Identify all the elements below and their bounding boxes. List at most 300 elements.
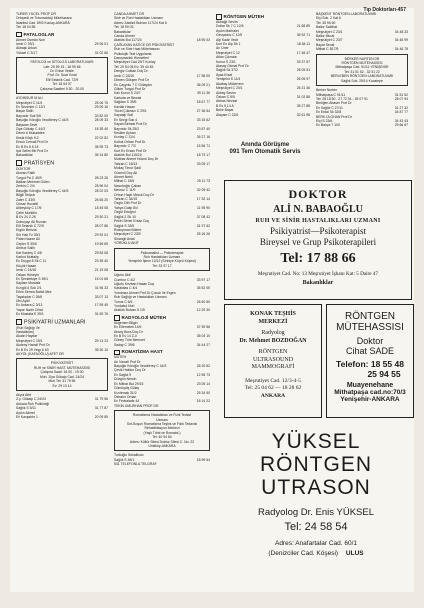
- sade-title2: MÜTEHASSISI: [336, 322, 404, 333]
- section-heading-text: PRATİSYEN: [24, 160, 55, 167]
- listing-phone: 15 01 65: [94, 276, 108, 281]
- listing-phone: 35 92 71: [296, 33, 310, 38]
- listing-line: [16, 312, 108, 316]
- listing-phone: 18 14 22: [196, 399, 210, 404]
- listing-text: Ev Kavşaktır 1: [16, 414, 38, 419]
- boxed-listing-line: RUH ve SİNİR HAST. MÜTEHASSISI: [33, 365, 91, 370]
- listing-text: Aydın Marhalet: [216, 28, 239, 33]
- listing-text: Kat Kardeş C 4/8: [16, 250, 42, 255]
- section-square-icon: [16, 32, 22, 38]
- listing-phone: 17 48 47: [296, 50, 310, 55]
- listing-text: Ev Sağlık C 27/11: [316, 105, 343, 110]
- listing-text: Elçi Sok. 2 Kat 6: [316, 16, 341, 21]
- listing-text: Anıtsız Salih: [16, 246, 35, 251]
- konak-address: Meşrutiyet Cad. 12/3-4-5: [245, 377, 301, 384]
- listing-phone: 12 29 30: [196, 308, 210, 313]
- listing-text: Nevruz C 11/9: [114, 188, 136, 193]
- listing-line: [114, 241, 210, 245]
- listing-text: Abbas Nevzat: [216, 99, 238, 104]
- home-service-ad: [222, 142, 308, 158]
- listing-phone: 35 04 10: [196, 334, 210, 339]
- boxed-listing: [114, 410, 210, 451]
- boxed-listing-line: Rehabilitasyon Merkezi: [144, 426, 180, 431]
- listing-text: Kızılay C 11/4: [114, 135, 135, 140]
- listing-text: Turkoğlu Sekalikolo: [114, 453, 144, 458]
- listing-text: AYDINSUR M ALİ: [16, 96, 43, 101]
- konak-phone: Tel: 25 04 62 — 18 28 62: [244, 385, 302, 391]
- listing-text: Kurt Ev Alp Sk 1: [216, 42, 241, 47]
- listing-text: Sıh Hak Fz 39/1: [16, 232, 41, 237]
- listing-phone: 18 73 17: [196, 153, 210, 157]
- listing-text: İzmir C 24/16: [16, 268, 37, 273]
- listing-phone: 28 07 94: [394, 96, 408, 101]
- listing-phone: 27 36 54: [196, 108, 210, 113]
- listing-text: Kızılırmak 31/2: [114, 390, 137, 395]
- listing-text: Düzgün Nesrin: [114, 377, 137, 382]
- listing-phone: 33 97 17: [196, 277, 210, 282]
- listing-phone: 33 07 13: [94, 294, 108, 299]
- listing-text: Çevik Haldun Doç Dr: [114, 368, 146, 373]
- boxed-listing-line: Ruh Hastalıkları Uzmanı: [143, 254, 181, 259]
- listing-phone: 33 05 17: [196, 161, 210, 166]
- listing-text: Tel: 29 54 05 Ev: 35 44 83: [114, 64, 154, 69]
- listing-phone: 15 56 71: [196, 144, 210, 149]
- listing-phone: 23 05 14: [196, 381, 210, 386]
- listing-phone: 37 59 56: [196, 325, 210, 330]
- listing-text: Canda Ahmet: [114, 34, 135, 39]
- listing-phone: 18 84 11: [297, 42, 310, 47]
- listing-line: [316, 47, 408, 51]
- listing-text: Yücel Çıkmazı C 29/1: [114, 108, 147, 113]
- listing-text: Ahmet Osman Nuri: [16, 37, 45, 42]
- yuksel-line1: YÜKSEL: [271, 430, 361, 453]
- listing-text: Nasuhoğlu Çaban: [114, 183, 142, 188]
- doktor-address: Meşrutiyet Cad. No: 13 Meşrutiyet İşhanı Kat: 5 Daire 47: [257, 271, 379, 277]
- listing-phone: 12 55 73: [196, 372, 210, 377]
- listing-text: BERK ÜLGHAN Prof Dr: [316, 114, 352, 119]
- listing-text: B Ev 5 14 A: [216, 103, 234, 108]
- listing-text: Ev Mustafa S 39/1: [16, 312, 44, 317]
- listing-text: Mubhar Ahmet Hüsnü Doç Dr: [114, 157, 159, 162]
- doktor-title: DOKTOR: [288, 187, 348, 201]
- boxed-listing-line: Uzmanı: [156, 417, 168, 422]
- listing-phone: 35 27 16: [196, 135, 210, 140]
- sade-title1: RÖNTGEN: [345, 311, 395, 322]
- listing-text: Koltuk Orhan Prof Dr: [114, 139, 146, 144]
- boxed-listing-line: Dr. Enise Vesile: [50, 69, 74, 74]
- section-square-icon: [16, 160, 22, 166]
- listing-text: Berker Nurten: [316, 88, 338, 93]
- listing-text: Bayındır Sok 5/6: [16, 113, 42, 118]
- listing-text: Danışmanlık Hizmetleri: [114, 56, 149, 61]
- listing-text: Sağlık Sk 37/2: [216, 68, 238, 73]
- listing-phone: 26 60 60: [196, 299, 210, 304]
- section-heading-text: ROMATİZMA HAST: [121, 349, 163, 355]
- listing-phone: 39 11 36: [197, 91, 210, 96]
- column-4: [316, 12, 408, 128]
- listing-text: Tayakçılar C 26/6: [16, 294, 43, 299]
- doktor-phone: Tel: 17 88 66: [280, 251, 356, 266]
- listing-text: Psikolojik Test Uygulama: [114, 51, 152, 56]
- listing-text: Elçi S 23/6: [316, 118, 333, 123]
- listing-text: Atlan Çıkmazı: [216, 55, 238, 60]
- listing-text: Akbağlı Sevim: [216, 20, 238, 24]
- listing-text: Konur S 23/1: [216, 59, 236, 64]
- boxed-listing: [316, 54, 408, 86]
- listing-text: Başar Salih: [16, 109, 34, 114]
- sade-phone1-row: [327, 359, 413, 369]
- listing-text: Ev Çayyolu 7 C Gülaydın: [114, 82, 152, 87]
- listing-phone: 28 20 62: [196, 364, 210, 369]
- listing-phone: 34 48 33: [394, 29, 408, 34]
- listing-text: Ev Fevkalade 44: [114, 399, 140, 404]
- listing-text: MÜTEH: [114, 355, 127, 360]
- konak-services2: ULTRASOUND: [252, 356, 294, 363]
- yuksel-district: ULUS: [345, 550, 364, 557]
- listing-text: Tunus C 6/6: [114, 299, 133, 304]
- listing-text: Hastalıkları): [16, 330, 35, 335]
- listing-text: Ersun Cemali Prof Dr: [16, 140, 49, 145]
- listing-text: Ahmet Nebil: [114, 175, 133, 180]
- listing-text: Orhun Hayri Mesut Doç Dr: [114, 192, 154, 197]
- listing-text: Mithatpaşa C 91/11: [316, 92, 346, 97]
- listing-text: Başoğlu Köroğlu Vecdilerey C 44/3: [16, 188, 69, 193]
- listing-text: Bayındır Sk 25/2: [114, 126, 140, 131]
- boxed-listing-line: Prof. Dr. Suat Vural: [47, 73, 77, 78]
- boxed-listing-line: Elif Selanik Cad. 72/9: [45, 77, 79, 82]
- listing-phone: 36 09 21: [196, 82, 210, 87]
- boxed-listing-line: Sırt-Boyun Romatizma Teşhis ve Fizik Tedavisi: [126, 421, 198, 426]
- doktor-name: ALİ N. BABAOĞLU: [273, 204, 363, 215]
- listing-text: Gevşadov C 12/5: [216, 33, 243, 38]
- listing-phone: 25 34 50: [196, 390, 210, 395]
- listing-text: Alibeyköy C 17/5: [16, 206, 42, 211]
- yuksel-doctor: Radyolog Dr. Enis YÜKSEL: [258, 507, 374, 518]
- sade-ad: [326, 304, 414, 418]
- listing-phone: 34 46 78: [394, 47, 408, 52]
- listing-phone: 35 30 10: [94, 347, 108, 352]
- konak-doctor: Dr. Mehmet BOZDOĞAN: [239, 337, 307, 344]
- listing-text: Meşrutiyet C 20/1: [216, 86, 243, 91]
- listing-text: Özbakır Orhan: [114, 394, 137, 399]
- listing-text: Ev B Ev 29 Yeşp 6 63: [16, 347, 49, 352]
- listing-text: Ev Sezenler C 12/1: [16, 104, 46, 109]
- listing-text: Erkin Semra Bahid Mez: [16, 290, 52, 295]
- boxed-listing-line: BERLEBEN RÖNTGEN LABORATUVARI: [330, 74, 394, 79]
- listing-phone: 18 90 03: [196, 38, 210, 43]
- listing-phone: 37 08 42: [196, 214, 210, 219]
- listing-phone: 18 67 77: [196, 100, 210, 105]
- listing-text: Akman Fatih: [16, 171, 36, 176]
- listing-text: ÇAĞLAYAN HATİCE DR PSİKİYATRİST: [114, 42, 175, 47]
- listing-text: Göker Turgut Prof Dr: [114, 86, 146, 91]
- listing-text: Karakitas C 4/4: [114, 286, 138, 291]
- listing-text: Akdeny Hamdi Prof Dr: [16, 343, 50, 348]
- boxed-listing-line: Ev: 29 13 14: [52, 383, 72, 388]
- konak-radiology: Radyolog: [261, 330, 285, 336]
- listing-text: Uğurlu Kezban Hasan Doç: [114, 281, 155, 286]
- listing-text: Dilmen Gökşen Prof Dr: [114, 78, 149, 83]
- listing-phone: 35 14 80: [94, 153, 108, 158]
- listing-text: Akalın Haydar: [16, 334, 38, 339]
- boxed-listing-line: Tel: 18 64 07: [52, 82, 72, 87]
- listing-text: İstanbul Cad. 89/3 Kızılay-ANKARA: [16, 20, 70, 25]
- listing-phone: 19 55 69: [94, 241, 108, 246]
- listing-text: Çetin Muhittin: [16, 210, 37, 215]
- sade-phone2: 25 94 55: [367, 369, 401, 379]
- listing-phone: 21 68 89: [296, 24, 310, 29]
- listing-text: Ev Ankara C 3/13: [16, 303, 43, 308]
- listing-text: Ev Sevgi Sok 4: [114, 117, 137, 122]
- listing-text: Ev Duygu 8 Sk C 11: [16, 259, 47, 264]
- listing-phone: 28 96 04: [94, 184, 108, 189]
- yuksel-address: Adres: Anafartalar Cad. 60/1: [274, 540, 358, 547]
- listing-line: [114, 462, 210, 466]
- doktor-specialty: RUH VE SİNİR HASTALIKLARI UZMANI: [255, 218, 381, 224]
- section-square-icon: [114, 315, 120, 321]
- listing-text: Tel: 35 96 60: [316, 20, 336, 25]
- listing-text: Işık Selim Mit Prof Dr: [16, 148, 48, 153]
- listing-text: Atatürk Bulvarı 5 1/5: [114, 308, 145, 313]
- sade-phone-label: Telefon:: [336, 359, 369, 369]
- listing-text: Ruh ve Sinir Hast Mütehassısı: [114, 47, 160, 52]
- listing-phone: 29 13 23: [94, 338, 108, 343]
- listing-text: Karkuta ve Bewalı: [114, 95, 142, 100]
- listing-line: [16, 51, 108, 55]
- listing-phone: 20 09 89: [94, 414, 108, 419]
- boxed-listing-line: Psikoanalist — Psikoterapist: [140, 250, 184, 255]
- listing-text: Z.y. Gökalp C 24/24: [16, 397, 46, 402]
- listing-text: Kesiker Ayhan: [114, 130, 136, 135]
- column-3: [216, 12, 310, 120]
- listing-phone: 23 35 40: [94, 259, 108, 264]
- listing-line: [316, 123, 408, 127]
- section-heading-text: RÖNTGEN MÜTEH: [223, 14, 265, 19]
- listing-text: Ev Erdal Sk 32/8: [316, 110, 342, 115]
- listing-text: Ev B Ev 14 Z-0: [114, 334, 137, 339]
- listing-text: Bayındır C 7/3: [114, 144, 136, 149]
- listing-text: Saday C 39/6: [114, 342, 135, 347]
- listing-text: Ev Bahçe 7 100: [316, 123, 340, 128]
- listing-text: Elif Selanik C 72/9: [16, 224, 44, 229]
- listing-text: Sinangil Arsal: [114, 236, 135, 241]
- boxed-listing: [114, 248, 210, 272]
- listing-text: Turgut Pa C 46/9: [16, 175, 42, 180]
- boxed-listing-line: Yenişehir İşlem 12/12 (Sıhhiye Köprü Köşesi): [128, 259, 196, 264]
- sade-section: Muayenehane: [346, 382, 394, 389]
- listing-text: Sağlık S 5/11: [16, 406, 36, 411]
- listing-text: Alaçam C 22/6: [216, 112, 239, 117]
- listing-text: Akbay Sevim: [216, 90, 236, 95]
- listing-phone: 25 06 75: [94, 100, 108, 105]
- boxed-listing-line: Tel: 33 97 17: [152, 263, 172, 268]
- konak-city: ANKARA: [260, 392, 286, 399]
- listing-text: TÜRER YÜCEL PROF DR: [16, 12, 56, 16]
- listing-text: Yahya Galip 8/4: [114, 205, 138, 210]
- listing-phone: 23 87 40: [196, 126, 210, 131]
- boxed-listing-line: Romatizma Hastalıkları ve Fizik Tedavi: [132, 413, 192, 418]
- listing-text: Aksoy Bora Doç Dr: [114, 329, 143, 334]
- listing-phone: 34 48 99: [394, 38, 408, 43]
- sade-district: Yenişehir-ANKARA: [340, 396, 400, 403]
- listing-text: Pekin Seher Ersan Doç: [114, 219, 150, 224]
- listing-text: TEKİN UMURHAN PROF DR: [114, 403, 159, 408]
- boxed-listing-line: Muh Tel: 31 79 56: [48, 379, 76, 384]
- listing-phone: 33 37 57: [296, 59, 310, 64]
- listing-phone: 18 99 64: [196, 457, 210, 462]
- listing-phone: 31 02 88: [296, 94, 310, 99]
- directory-page: [10, 8, 414, 592]
- section-heading-text: PATALOGLAR: [23, 31, 55, 37]
- listing-text: Ev Sağlık 9: [114, 372, 132, 377]
- section-heading-text: PSİKİYATRİ UZMANLARI: [24, 319, 86, 326]
- listing-text: Akgemen Bilgin: [114, 320, 138, 325]
- listing-phone: 28 09 33: [94, 118, 108, 123]
- listing-text: Sağlık 2 Sk 10: [114, 214, 136, 219]
- listing-text: Arı Üner: [216, 46, 229, 51]
- listing-phone: 17 59 49: [94, 303, 108, 308]
- listing-text: Yorulmaz Ahmet Prof Dr Çocuk Ve Ergen: [114, 290, 176, 295]
- listing-text: Bayar Seval: [316, 42, 335, 47]
- listing-text: Adres: Atatürk Bulvarı 117/24 Kat 6: [114, 20, 167, 25]
- listing-text: Kızıgöl 4 Sok 2/1: [16, 285, 42, 290]
- listing-phone: 33 15 62: [196, 117, 210, 122]
- listing-phone: 17 32 14: [196, 197, 210, 202]
- doktor-line2: Bireysel ve Grup Psikoterapileri: [259, 237, 377, 247]
- listing-text: Tel: 18 04 85: [16, 25, 36, 30]
- listing-phone: 35 52 05: [196, 286, 210, 291]
- listing-phone: 29 06 01: [94, 42, 108, 47]
- listing-text: Sağdan S 39/5: [114, 100, 137, 105]
- listing-text: Sağlık S 45/1: [114, 457, 135, 462]
- listing-text: Sinir ve Ruh Hastalıkları Uzmanı: [114, 16, 163, 21]
- listing-text: Ev Mithat Bul 29/15: [114, 381, 144, 386]
- column-1: [16, 12, 108, 590]
- listing-phone: 32 09 42: [196, 188, 210, 193]
- listing-text: Güney Tüm Mehmet: [114, 338, 145, 343]
- listing-text: CANDA AHMET DR: [114, 12, 145, 16]
- listing-text: BAŞKENT RÖNTGEN LABORATUVARI: [316, 12, 377, 16]
- listing-text: AKYOL (KAFAOĞLU) AFET DR: [16, 352, 64, 357]
- yuksel-corner-row: [220, 550, 412, 557]
- sade-name: Cihat SADE: [345, 346, 395, 356]
- section-heading: [16, 160, 108, 167]
- listing-text: Meşrutiyet C 23/7: [316, 38, 343, 43]
- listing-phone: 29 30 21: [94, 215, 108, 220]
- listing-text: Ülvi Aydil: [16, 298, 30, 303]
- listing-text: Tel: 28 18 50 - 27 72 51 - 28 07 91: [316, 96, 368, 101]
- listing-text: Özgül Ertuğrul: [114, 210, 136, 215]
- listing-text: DOKTOR: [16, 166, 31, 171]
- listing-text: Ev B Ev 6 6 14: [16, 144, 39, 149]
- listing-phone: 21 19 08: [94, 268, 108, 273]
- section-square-icon: [114, 350, 120, 356]
- listing-phone: 25 16 26: [196, 232, 210, 237]
- listing-line: [16, 352, 108, 356]
- listing-phone: 31 97 62: [196, 223, 210, 228]
- listing-phone: 34 44 27: [196, 342, 210, 347]
- section-square-icon: [16, 319, 22, 325]
- listing-phone: 29 09 16: [94, 104, 108, 109]
- listing-phone: 31 02 66: [94, 50, 108, 55]
- listing-text: B Ev 24 Z-26: [16, 215, 36, 220]
- listing-text: Bekir Başar: [216, 108, 234, 113]
- listing-phone: 28 07 86: [94, 224, 108, 229]
- listing-text: Akabay Mükerrem: [216, 81, 244, 86]
- listing-phone: 29 92 01: [94, 232, 108, 237]
- listing-text: Atasay Okmal Prof Dr: [216, 64, 249, 69]
- listing-text: Akbaşlı Arkan: [16, 46, 37, 51]
- listing-text: İzmir C 33/10: [114, 73, 135, 78]
- listing-phone: 28 02 03: [94, 188, 108, 193]
- listing-text: Ev Eltemelek 14/6: [114, 325, 142, 330]
- listing-phone: 29 66 67: [394, 123, 408, 128]
- listing-text: Küçük Hasan: [16, 263, 37, 268]
- listing-text: Mithat C B17/5: [316, 47, 339, 52]
- listing-text: Dengiz Coktan Doç Dr: [114, 69, 148, 74]
- listing-text: Başoğlu Köroğlu Vecdilerey C 44/3: [114, 364, 167, 369]
- sade-doctor: Doktor: [356, 336, 384, 346]
- listing-text: Tel: 18 90 03: [114, 25, 134, 30]
- listing-text: Ankara Ruh Polikliniği: [16, 401, 49, 406]
- listing-text: Meşrutiyet Cad 29/7 Kızılay: [114, 60, 156, 65]
- listing-text: Kayan Behzat Prof Dr: [114, 122, 147, 127]
- konak-services3: MAMMOGRAFİ: [251, 364, 295, 370]
- boxed-listing-line: BERKER NURTEN DR: [344, 56, 380, 61]
- section-square-icon: [216, 14, 222, 20]
- boxed-listing: [16, 358, 108, 390]
- listing-text: Başaran Sevit: [16, 122, 38, 127]
- boxed-listing-line: Ümitköy-ANKARA: [148, 443, 176, 448]
- listing-text: Mollaç Timur Şadi: [114, 166, 141, 171]
- listing-text: Yapar Nadir Cihat: [16, 307, 43, 312]
- listing-line: [16, 153, 108, 157]
- listing-text: Meşrutiyet C 23/1: [316, 29, 343, 34]
- boxed-listing-line: Tel: 40 94 84: [152, 435, 172, 440]
- listing-text: Akyol Afet: [16, 392, 32, 397]
- listing-line: [114, 308, 210, 312]
- listing-phone: 32 61 98: [296, 112, 310, 117]
- listing-text: Ayas Ersal: [216, 72, 233, 77]
- listing-text: Berliğen Abaser Prof Dr: [316, 101, 352, 106]
- listing-text: Arı Necati Prof Dr: [114, 359, 141, 364]
- listing-text: Tahran C 34/15: [114, 197, 138, 202]
- listing-phone: 28 23 25: [94, 175, 108, 180]
- boxed-listing-line: RÖNTGEN MÜTEHASSISI: [341, 61, 383, 66]
- listing-text: Alp Kadir Vecit: [216, 37, 239, 42]
- listing-phone: 31 69 76: [94, 312, 108, 317]
- listing-line: [114, 404, 210, 408]
- listing-phone: 18 35 40: [94, 126, 108, 131]
- section-heading-text: RADYOLOJİ MÜTEH: [121, 314, 166, 320]
- listing-text: Dollar Sk 7 C 12/6: [216, 24, 244, 29]
- boxed-listing-line: Çalışma Saatleri 9.30 - 20.00: [40, 86, 84, 91]
- konak-name: KONAK TEŞHİS MERKEZİ: [250, 311, 296, 325]
- listing-phone: 31 51 52: [394, 92, 408, 97]
- listing-text: Sağlık S 33/5: [114, 223, 135, 228]
- listing-phone: 31 27 32: [394, 105, 408, 110]
- listing-phone: 29 83 08: [94, 250, 108, 255]
- listing-phone: 18 45 08: [94, 206, 108, 211]
- listing-text: Cepler S 30/6: [16, 241, 37, 246]
- listing-text: Kurt Ev Ersan Prof Dr: [114, 148, 147, 153]
- listing-text: Demir A Mukaddes: [16, 131, 45, 136]
- listing-phone: 35 27 88: [296, 103, 310, 108]
- boxed-listing-line: PATOLOJİ ve SİTOLOJİ LABORATUVARI: [30, 60, 94, 65]
- listing-text: Kavlak Hasan: [114, 104, 135, 109]
- listing-text: Karkut Muttalip: [16, 254, 39, 259]
- boxed-listing-line: PSİKİYATRİST: [50, 361, 74, 366]
